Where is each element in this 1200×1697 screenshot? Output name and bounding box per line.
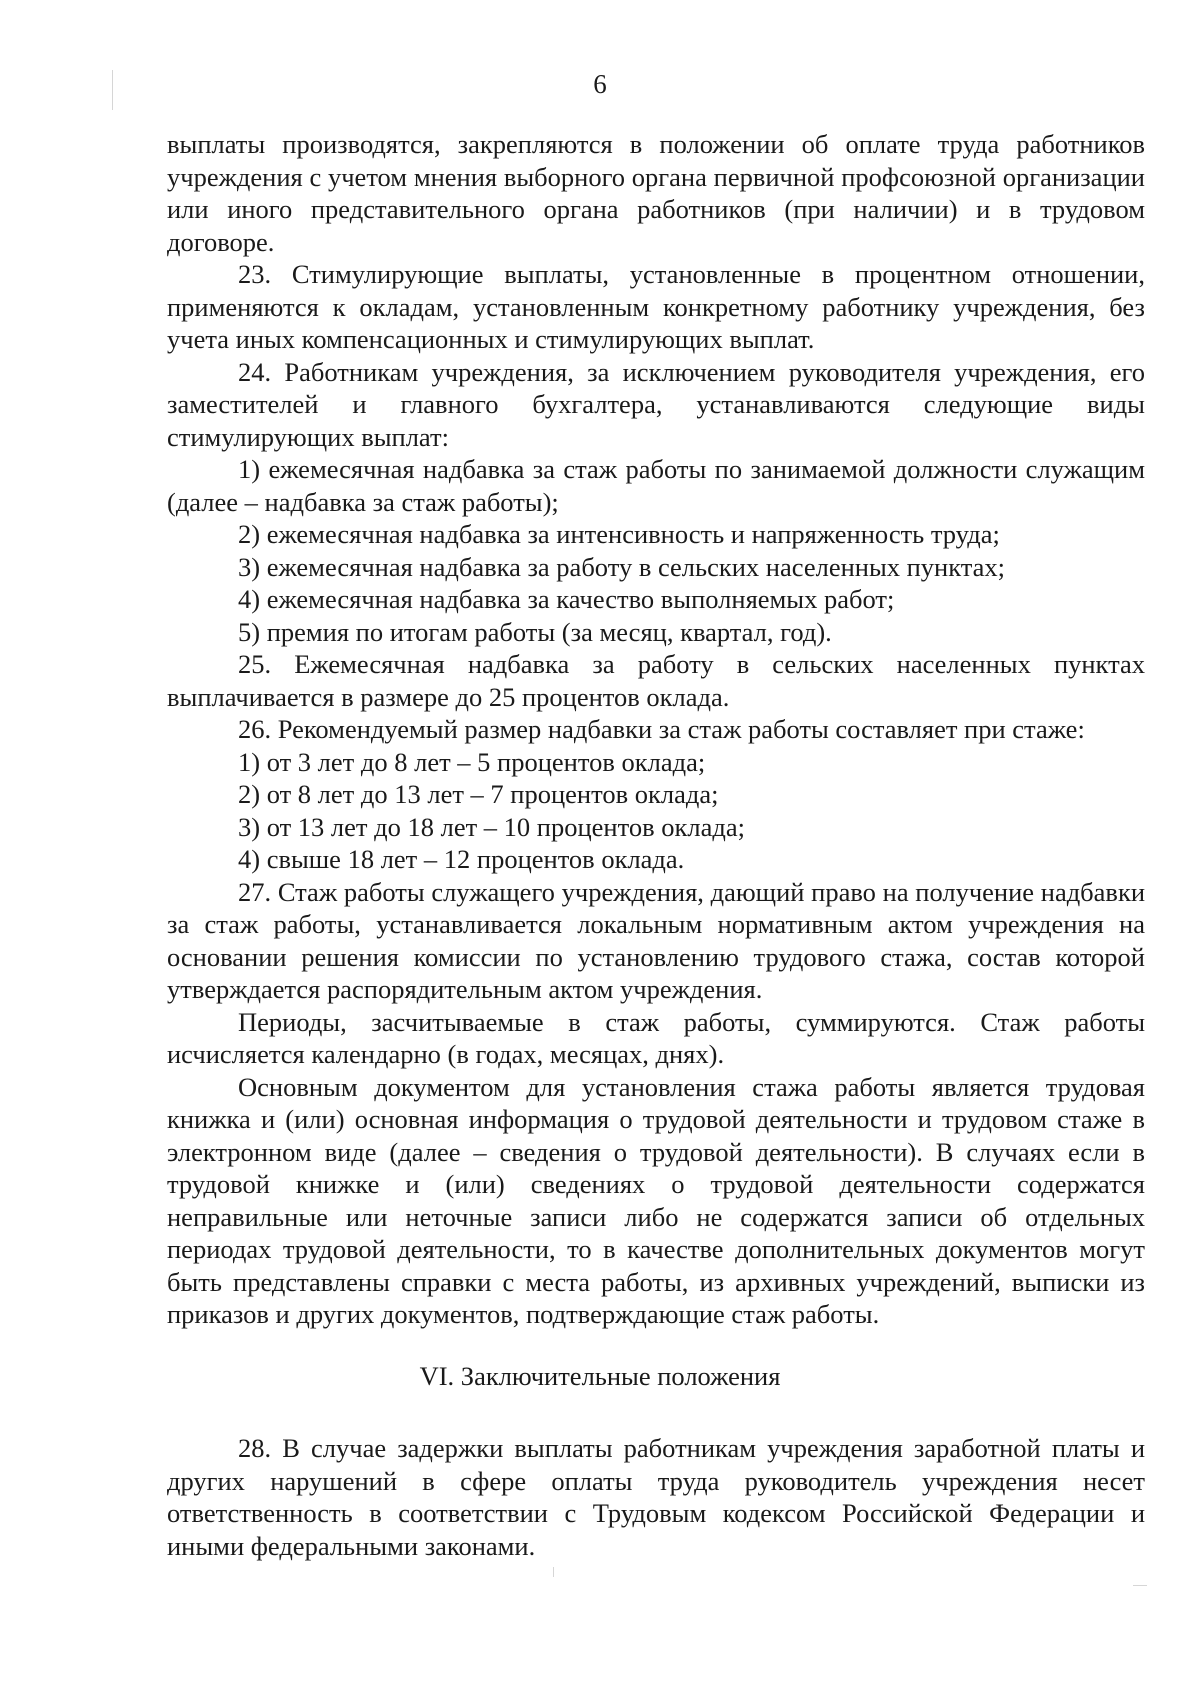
list-item-24-5: 5) премия по итогам работы (за месяц, квартал, год). [238,616,832,647]
list-item-26-4: 4) свыше 18 лет – 12 процентов оклада. [238,844,685,874]
scan-artifact [1133,1585,1147,1586]
paragraph-26: 26. Рекомендуемый размер надбавки за стаж работы составляет при стаже: [238,714,1085,744]
list-item-24-1: 1) ежемесячная надбавка за стаж работы по занимаемой должности служащим (далее – надбавка за стаж работы); [167,454,1145,517]
list-item-26-2: 2) от 8 лет до 13 лет – 7 процентов оклада; [238,779,719,809]
body-text [167,128,1145,1331]
paragraph-continuation: выплаты производятся, закрепляются в положении об оплате труда работников учреждения с учетом мнения выборного органа первичной профсоюзной организации или иного представительного органа работников (при наличии) и в трудовом договоре. [167,129,1145,257]
paragraph-27: 27. Стаж работы служащего учреждения, дающий право на получение надбавки за стаж работы, устанавливается локальным нормативным актом учреждения на основании решения комиссии по установлению трудового стажа, состав которой утверждается распорядительным актом учреждения. [167,876,1145,1004]
list-item-26-1: 1) от 3 лет до 8 лет – 5 процентов оклада; [238,746,706,777]
final-text [167,1432,1145,1562]
list-item-24-3: 3) ежемесячная надбавка за работу в сельских населенных пунктах; [238,551,1006,582]
scan-artifact [112,70,113,110]
paragraph-24: 24. Работникам учреждения, за исключением руководителя учреждения, его заместителей и главного бухгалтера, устанавливаются следующие виды стимулирующих выплат: [167,356,1145,452]
paragraph-25: 25. Ежемесячная надбавка за работу в сельских населенных пунктах выплачивается в размере до 25 процентов оклада. [167,649,1145,712]
section-heading: VI. Заключительные положения [419,1361,781,1391]
list-item-24-2: 2) ежемесячная надбавка за интенсивность и напряженность труда; [238,519,1000,549]
scan-artifact [553,1567,554,1577]
paragraph-27-periods: Периоды, засчитываемые в стаж работы, суммируются. Стаж работы исчисляется календарно (в годах, месяцах, днях). [167,1006,1145,1069]
paragraph-28: 28. В случае задержки выплаты работникам учреждения заработной платы и других нарушений в сфере оплаты труда руководитель учреждения несет ответственность в соответствии с Трудовым кодексом Российской Федерации и иными федеральными законами. [167,1433,1145,1561]
page-number: 6 [593,69,607,99]
list-item-24-4: 4) ежемесячная надбавка за качество выполняемых работ; [238,584,895,614]
list-item-26-3: 3) от 13 лет до 18 лет – 10 процентов оклада; [238,811,745,842]
paragraph-27-documents: Основным документом для установления стажа работы является трудовая книжка и (или) основная информация о трудовой деятельности и трудовом стаже в электронном виде (далее – сведения о трудовой деятельности). В случаях если в трудовой книжке и (или) сведениях о трудовой деятельности содержатся неправильные или неточные записи либо не содержатся записи об отдельных периодах трудовой деятельности, то в качестве дополнительных документов могут быть представлены справки с места работы, из архивных учреждений, выписки из приказов и других документов, подтверждающие стаж работы. [167,1071,1145,1329]
paragraph-23: 23. Стимулирующие выплаты, установленные в процентном отношении, применяются к окладам, установленным конкретному работнику учреждения, без учета иных компенсационных и стимулирующих выплат. [167,259,1145,354]
